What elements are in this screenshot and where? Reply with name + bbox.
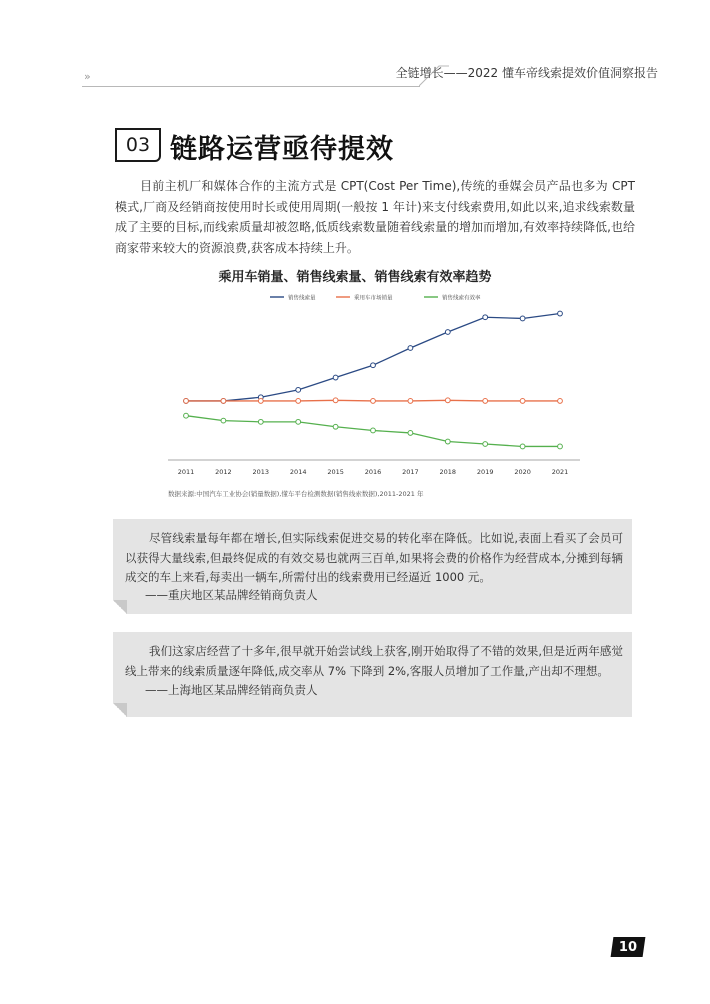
- x-tick-label: 2020: [514, 468, 531, 476]
- x-tick-label: 2013: [252, 468, 270, 476]
- data-point: [258, 399, 263, 404]
- data-point: [221, 418, 226, 423]
- page-number-badge: [611, 937, 646, 957]
- data-point: [371, 399, 376, 404]
- section-title: 链路运营亟待提效: [170, 134, 394, 165]
- quote-box-2: [113, 632, 632, 717]
- page-fold-corner: [113, 703, 127, 717]
- data-point: [221, 399, 226, 404]
- quote-attribution: ——上海地区某品牌经销商负责人: [145, 683, 318, 697]
- quote-box-1: [113, 519, 632, 614]
- data-point: [184, 413, 189, 418]
- data-point: [296, 419, 301, 424]
- line-chart: [160, 288, 590, 483]
- x-tick-label: 2019: [476, 468, 494, 476]
- report-title: 全链增长——2022 懂车帝线索提效价值洞察报告: [395, 66, 658, 80]
- x-tick-label: 2018: [439, 468, 457, 476]
- x-tick-label: 2011: [177, 468, 195, 476]
- data-point: [408, 346, 413, 351]
- quote-text: 尽管线索量每年都在增长,但实际线索促进交易的转化率在降低。比如说,表面上看买了会员可以获得大量线索,但最终促成的有效交易也就两三百单,如果将会费的价格作为经营成本,分摊到每辆成交的车上来看,每卖出一辆车,所需付出的线索费用已经逼近 1000 元。: [125, 531, 623, 584]
- legend-label: 乘用车市场销量: [354, 295, 393, 302]
- data-point: [371, 428, 376, 433]
- data-point: [296, 387, 301, 392]
- data-point: [258, 419, 263, 424]
- x-tick-label: 2012: [215, 468, 232, 476]
- data-point: [445, 398, 450, 403]
- data-point: [408, 431, 413, 436]
- data-point: [371, 363, 376, 368]
- data-point: [445, 439, 450, 444]
- data-point: [296, 399, 301, 404]
- data-point: [520, 399, 525, 404]
- quote-attribution: ——重庆地区某品牌经销商负责人: [145, 588, 318, 602]
- x-tick-label: 2021: [551, 468, 569, 476]
- data-point: [520, 316, 525, 321]
- data-point: [333, 398, 338, 403]
- data-point: [520, 444, 525, 449]
- data-point: [483, 442, 488, 447]
- data-point: [333, 375, 338, 380]
- data-point: [483, 399, 488, 404]
- page-number: 10: [618, 939, 638, 955]
- x-tick-label: 2014: [289, 468, 307, 476]
- x-tick-label: 2017: [402, 468, 419, 476]
- series-line: [186, 314, 560, 401]
- data-point: [483, 315, 488, 320]
- data-point: [333, 424, 338, 429]
- data-point: [445, 330, 450, 335]
- data-point: [558, 399, 563, 404]
- data-point: [408, 399, 413, 404]
- quote-text: 我们这家店经营了十多年,很早就开始尝试线上获客,刚开始取得了不错的效果,但是近两年感觉线上带来的线索质量逐年降低,成交率从 7% 下降到 2%,客服人员增加了工作量,产出却不理想。: [125, 644, 623, 678]
- legend-label: 销售线索量: [288, 295, 316, 302]
- legend-label: 销售线索有效率: [442, 295, 481, 302]
- x-tick-label: 2016: [364, 468, 382, 476]
- data-point: [558, 444, 563, 449]
- data-point: [184, 399, 189, 404]
- chart-source: 数据来源:中国汽车工业协会(销量数据),懂车平台检测数据(销售线索数据),2011-2021 年: [168, 490, 424, 498]
- page-fold-corner: [113, 600, 127, 614]
- x-tick-label: 2015: [327, 468, 344, 476]
- section-number: 03: [115, 128, 161, 162]
- data-point: [558, 311, 563, 316]
- header-arrows: »: [84, 70, 90, 83]
- header-rule: [82, 86, 420, 87]
- intro-paragraph: 目前主机厂和媒体合作的主流方式是 CPT(Cost Per Time),传统的垂媒会员产品也多为 CPT 模式,厂商及经销商按使用时长或使用周期(一般按 1 年计)来支付线索费用,如此以来,追求线索数量成了主要的目标,而线索质量却被忽略,低质线索数量随着线索量的增加而增加,有效率持续降低,也给商家带来较大的资源浪费,获客成本持续上升。: [115, 179, 635, 255]
- chart-title: 乘用车销量、销售线索量、销售线索有效率趋势: [218, 270, 492, 285]
